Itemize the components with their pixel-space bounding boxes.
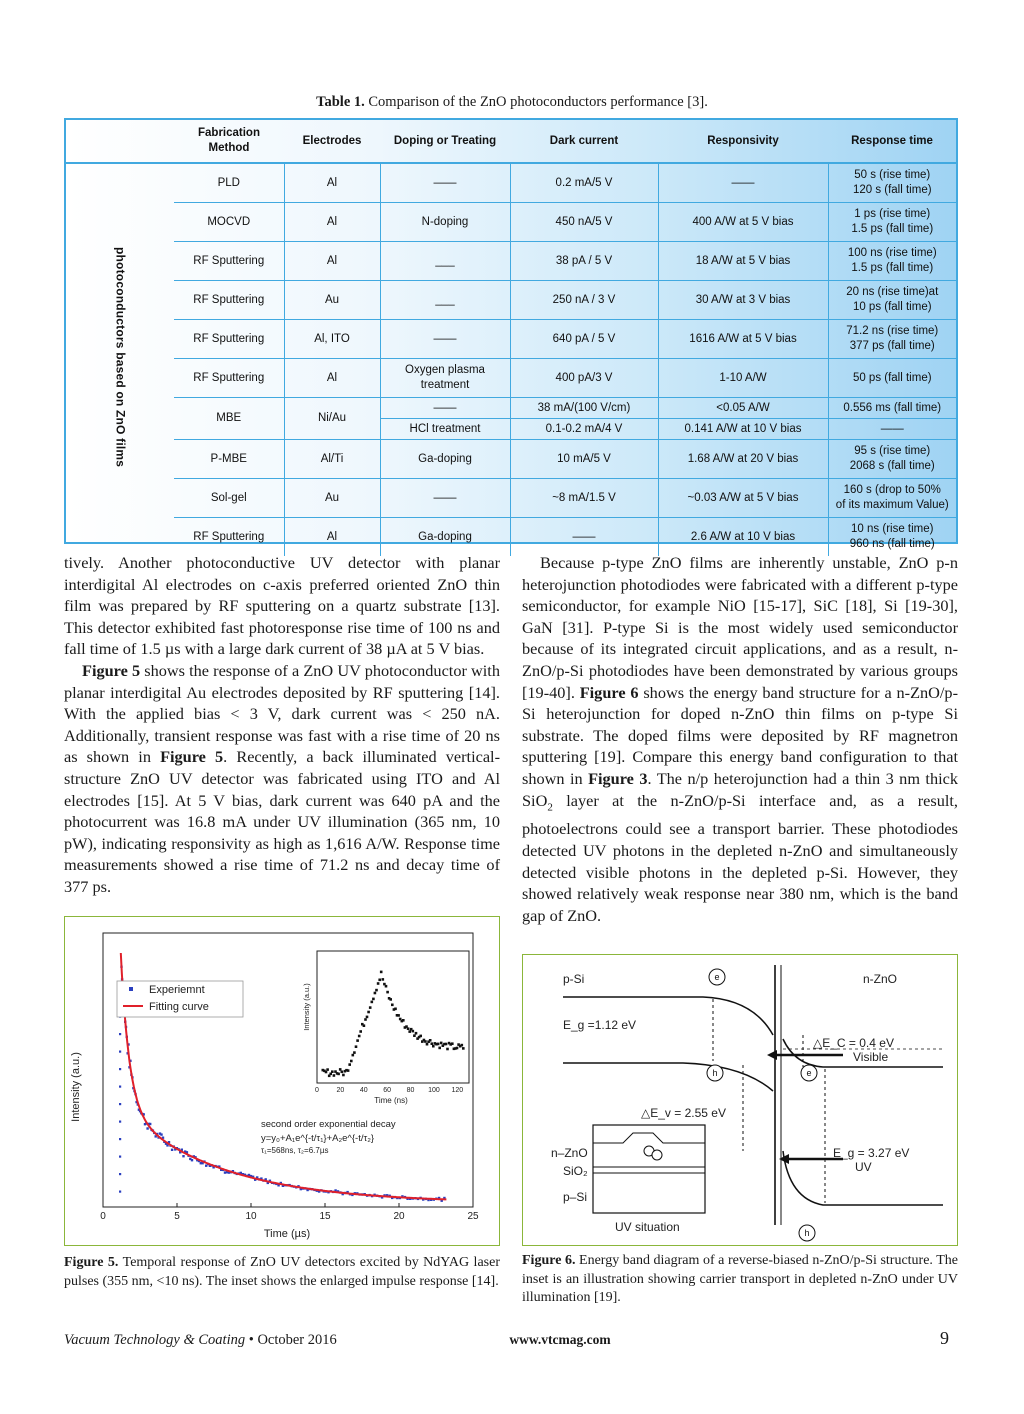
table-row (66, 242, 956, 281)
experiment-point (119, 1156, 121, 1158)
decay-equation: y=y₀+A₁e^{-t/τ₁}+A₂e^{-t/τ₂} (261, 1133, 375, 1144)
inset-label-p-si: p–Si (563, 1190, 588, 1204)
inset-point (431, 1042, 434, 1045)
table-cell: P-MBE (174, 440, 284, 479)
header-electrodes: Electrodes (284, 120, 380, 163)
inset-point (326, 1068, 329, 1071)
table-cell: RF Sputtering (174, 359, 284, 398)
inset-point (446, 1048, 449, 1051)
table-cell: 2.6 A/W at 10 V bias (658, 518, 828, 557)
table-cell: Oxygen plasma treatment (380, 359, 510, 398)
table-cell: 71.2 ns (rise time) 377 ps (fall time) (828, 320, 956, 359)
right-paragraph-1 (522, 552, 958, 926)
left-paragraph-2 (64, 660, 500, 898)
inset-point (374, 992, 377, 995)
experiment-point (171, 1149, 173, 1151)
hole-label-1: h (712, 1068, 718, 1078)
table-cell: Al (284, 518, 380, 557)
table-cell: Au (284, 281, 380, 320)
inset-point (364, 1018, 367, 1021)
inset-tick-label: 60 (383, 1087, 392, 1094)
table-cell: 50 ps (fall time) (828, 359, 956, 398)
label-uv: UV (855, 1160, 872, 1174)
inset-point (339, 1068, 342, 1071)
table-row (66, 518, 956, 557)
inset-point (402, 1019, 405, 1022)
table-cell: 0.1-0.2 mA/4 V (510, 419, 658, 440)
label-delta-ev: △E_v = 2.55 eV (641, 1106, 726, 1120)
inset-point (426, 1043, 429, 1046)
inset-point (347, 1069, 350, 1072)
left-paragraph-2-a: shows the response of a ZnO UV photoconductor with planar interdigital Au electrodes deposited by RF sputtering [14]. With the applied bias < 3 V, dark current was < 250 nA. Additionally, transient response was fast with a rise time of 20 ns as shown in (64, 660, 500, 767)
footer-sep: • (245, 1332, 258, 1348)
inset-point (391, 1004, 394, 1007)
inset-point (353, 1051, 356, 1054)
inset-tick-label: 0 (315, 1087, 319, 1094)
header-dark-current: Dark current (510, 120, 658, 163)
table-cell: Al (284, 203, 380, 242)
inset-point (394, 1008, 397, 1011)
table-row (66, 359, 956, 398)
experiment-point (146, 1127, 148, 1129)
legend-fit-label: Fitting curve (149, 1001, 209, 1013)
label-visible: Visible (853, 1050, 889, 1064)
inset-point (363, 1024, 366, 1027)
figure5-plot (65, 917, 498, 1244)
inset-tick-label: 40 (359, 1087, 368, 1094)
table-cell: Au (284, 479, 380, 518)
inset-point (412, 1030, 415, 1033)
electron-label-1: e (714, 972, 720, 982)
experiment-point (119, 1033, 121, 1035)
x-tick-label: 15 (319, 1211, 331, 1222)
table-cell: Al (284, 242, 380, 281)
table-cell: ~0.03 A/W at 5 V bias (658, 479, 828, 518)
table-cell: Ni/Au (284, 398, 380, 440)
footer-journal (64, 1332, 337, 1349)
table-caption (0, 94, 1024, 111)
table-cell: HCl treatment (380, 419, 510, 440)
inset-point (341, 1071, 344, 1074)
table-cell: Ga-doping (380, 440, 510, 479)
inset-point (456, 1047, 459, 1050)
inset-point (331, 1070, 334, 1073)
table-cell: 95 s (rise time) 2068 s (fall time) (828, 440, 956, 479)
left-column (64, 552, 500, 898)
table-cell: Al/Ti (284, 440, 380, 479)
inset-point (397, 1014, 400, 1017)
footer-website[interactable]: www.vtcmag.com (509, 1332, 611, 1347)
inset-point (380, 971, 383, 974)
inset-point (445, 1043, 448, 1046)
table-grid (66, 120, 956, 556)
inset-point (413, 1034, 416, 1037)
table-cell: Ga-doping (380, 518, 510, 557)
table-cell: 0.556 ms (fall time) (828, 398, 956, 419)
experiment-point (119, 1103, 121, 1105)
inset-point (333, 1074, 336, 1077)
table-cell: 1616 A/W at 5 V bias (658, 320, 828, 359)
inset-label-uv-situation: UV situation (615, 1220, 680, 1234)
figure6-caption-label: Figure 6. (522, 1253, 576, 1268)
experiment-point (119, 1086, 121, 1088)
figure5-caption (64, 1254, 500, 1291)
table-row (66, 479, 956, 518)
table-cell: 1.68 A/W at 20 V bias (658, 440, 828, 479)
left-paragraph-2-b: . Recently, a back illuminated vertical-structure ZnO UV detector was fabricated using ITO and Al electrodes [15]. At 5 V bias, dark current was 640 pA and the photocurrent was 16.8 mA under UV illumination (365 nm, 10 pW), indicating responsivity as high as 1,616 A/W. Response time measurements showed a rise time of 71.2 ns and decay time of 377 ps. (64, 747, 500, 896)
table-cell: 400 pA/3 V (510, 359, 658, 398)
figure5-ref: Figure 5 (82, 660, 141, 680)
table-cell: 38 mA/(100 V/cm) (510, 398, 658, 419)
table-cell: 10 ns (rise time) 960 ns (fall time) (828, 518, 956, 557)
inset-point (438, 1047, 441, 1050)
table-cell: 18 A/W at 5 V bias (658, 242, 828, 281)
comparison-table (64, 118, 958, 550)
experiment-point (160, 1133, 162, 1135)
inset-point (432, 1045, 435, 1048)
inset-tick-label: 20 (336, 1087, 345, 1094)
right-column (522, 552, 958, 926)
table-cell: <0.05 A/W (658, 398, 828, 419)
figure5-ylabel: Intensity (a.u.) (70, 1052, 82, 1122)
table-cell: —— (658, 163, 828, 203)
inset-point (352, 1054, 355, 1057)
experiment-point (119, 1138, 121, 1140)
table-cell: —— (828, 419, 956, 440)
table-cell: 160 s (drop to 50% of its maximum Value) (828, 479, 956, 518)
table-cell: MBE (174, 398, 284, 440)
visible-arrowhead (767, 1050, 777, 1060)
inset-point (462, 1047, 465, 1050)
inset-tick-label: 120 (451, 1087, 464, 1094)
inset-point (342, 1074, 345, 1077)
x-tick-label: 20 (393, 1211, 405, 1222)
table-caption-label: Table 1. (316, 94, 365, 110)
right-text-b: shows the energy band structure for a n-ZnO/p-Si heterojunction for doped n-ZnO thin films on p-type Si substrate. The doped films were deposited by RF magnetron sputtering [19]. Compare this energy band configuration to that shown in (522, 682, 958, 788)
inset-point (325, 1071, 328, 1074)
inset-point (350, 1060, 353, 1063)
table-row (66, 440, 956, 479)
inset-point (358, 1035, 361, 1038)
table-cell: PLD (174, 163, 284, 203)
inset-point (389, 998, 392, 1001)
inset-label-sio2: SiO₂ (563, 1164, 588, 1178)
table-cell: RF Sputtering (174, 320, 284, 359)
table-cell: Al (284, 163, 380, 203)
x-tick-label: 25 (467, 1211, 479, 1222)
table-cell: 1-10 A/W (658, 359, 828, 398)
inset-point (385, 985, 388, 988)
table-cell: ___ (380, 242, 510, 281)
inset-label-n-zno: n–ZnO (551, 1146, 588, 1160)
inset-point (355, 1045, 358, 1048)
inset-point (429, 1039, 432, 1042)
table-cell: 0.141 A/W at 10 V bias (658, 419, 828, 440)
table-row-mbe (66, 398, 956, 419)
inset-point (348, 1063, 351, 1066)
table-cell: 38 pA / 5 V (510, 242, 658, 281)
table-cell: 20 ns (rise time)at 10 ps (fall time) (828, 281, 956, 320)
experiment-point (191, 1159, 193, 1161)
label-n-zno: n-ZnO (863, 972, 898, 986)
table-cell: 250 nA / 3 V (510, 281, 658, 320)
legend-experiment-label: Experiemnt (149, 984, 205, 996)
x-tick-label: 10 (245, 1211, 257, 1222)
table-cell: 10 mA/5 V (510, 440, 658, 479)
figure5-x-ticks (100, 1203, 479, 1222)
experiment-point (119, 1191, 121, 1193)
header-method: Fabrication Method (174, 120, 284, 163)
label-p-si: p-Si (563, 972, 585, 986)
header-responsivity: Responsivity (658, 120, 828, 163)
experiment-point (119, 1173, 121, 1175)
journal-name: Vacuum Technology & Coating (64, 1332, 246, 1348)
figure6-caption-text: Energy band diagram of a reverse-biased n-ZnO/p-Si structure. The inset is an illustration showing carrier transport in depleted n-ZnO under UV illumination [19]. (522, 1253, 958, 1305)
table-cell: MOCVD (174, 203, 284, 242)
inset-point (451, 1042, 454, 1045)
table-cell: RF Sputtering (174, 242, 284, 281)
table-cell: RF Sputtering (174, 281, 284, 320)
table-cell: 50 s (rise time) 120 s (fall time) (828, 163, 956, 203)
inset-tick-label: 80 (406, 1087, 415, 1094)
table-cell: RF Sputtering (193, 530, 265, 543)
inset-point (377, 982, 380, 985)
figure6-ref: Figure 6 (579, 682, 639, 702)
table-cell: 30 A/W at 3 V bias (658, 281, 828, 320)
row-group-label: photoconductors based on ZnO films (113, 247, 128, 468)
page-number: 9 (940, 1328, 949, 1348)
figure6-diagram (523, 955, 956, 1244)
hole-label-2: h (804, 1228, 810, 1238)
inset-point (356, 1039, 359, 1042)
table-cell: 0.2 mA/5 V (510, 163, 658, 203)
inset-point (378, 979, 381, 982)
inset-point (437, 1043, 440, 1046)
inset-point (369, 1006, 372, 1009)
inset-point (366, 1016, 369, 1019)
figure6-caption (522, 1252, 958, 1308)
experiment-point (182, 1155, 184, 1157)
inset-point (419, 1035, 422, 1038)
inset-xlabel: Time (ns) (374, 1096, 408, 1105)
inset-point (407, 1027, 410, 1030)
table-cell: 100 ns (rise time) 1.5 ps (fall time) (828, 242, 956, 281)
table-row (66, 281, 956, 320)
table-cell: Al (284, 359, 380, 398)
label-delta-ec: △E_C = 0.4 eV (813, 1036, 894, 1050)
table-row (66, 320, 956, 359)
right-text-d: layer at the n-ZnO/p-Si interface and, as a result, photoelectrons could see a transport barrier. These photodiodes detected UV photons in the depleted n-ZnO and simultaneously detected visible photons in the depleted p-Si. However, they showed relatively weak response near 380 nm, which is the band gap of ZnO. (522, 790, 958, 925)
figure5-xlabel: Time (µs) (263, 1228, 311, 1240)
issue-date: October 2016 (257, 1332, 337, 1348)
header-doping: Doping or Treating (380, 120, 510, 163)
inset-x-ticks (315, 1087, 463, 1094)
table-cell: —— (380, 320, 510, 359)
inset-point (461, 1044, 464, 1047)
inset-point (371, 1001, 374, 1004)
inset-point (382, 978, 385, 981)
inset-point (375, 989, 378, 992)
sio2-subscript: 2 (547, 800, 553, 813)
experiment-point (119, 1068, 121, 1070)
inset-band (593, 1133, 705, 1143)
electron-label-2: e (806, 1068, 812, 1078)
left-paragraph-1: tively. Another photoconductive UV detector with planar interdigital Al electrodes on c-axis preferred oriented ZnO thin film was prepared by RF sputtering on a quartz substrate [13]. This detector exhibited fast photoresponse rise time of 100 ns and fall time of 1.5 µs with a large dark current of 38 µA at 5 V bias. (64, 553, 500, 659)
row-group-cell (66, 163, 174, 556)
legend-experiment-marker (129, 987, 133, 991)
inset-hole (652, 1150, 662, 1160)
inset-point (359, 1030, 362, 1033)
figure5-caption-text: Temporal response of ZnO UV detectors excited by NdYAG laser pulses (355 nm, <10 ns). The inset shows the enlarged impulse response [14]. (64, 1255, 500, 1289)
label-eg-si: E_g =1.12 eV (563, 1018, 637, 1032)
table-cell: 1 ps (rise time) 1.5 ps (fall time) (828, 203, 956, 242)
inset-point (337, 1073, 340, 1076)
inset-point (386, 991, 389, 994)
table-cell: 400 A/W at 5 V bias (658, 203, 828, 242)
right-text-c: . The n/p heterojunction had a thin 3 nm thick SiO (522, 768, 958, 810)
inset-point (440, 1042, 443, 1045)
table-cell: —— (380, 163, 510, 203)
table-cell: —— (380, 479, 510, 518)
x-tick-label: 0 (100, 1211, 106, 1222)
x-tick-label: 5 (174, 1211, 180, 1222)
table-cell: Sol-gel (174, 479, 284, 518)
figure5-caption-label: Figure 5. (64, 1255, 119, 1270)
table-row (66, 203, 956, 242)
table-cell: 450 nA/5 V (510, 203, 658, 242)
figure5-ref-2: Figure 5 (160, 747, 224, 767)
inset-point (415, 1032, 418, 1035)
table-corner (66, 120, 174, 163)
table-cell: N-doping (380, 203, 510, 242)
table-row (66, 163, 956, 203)
figure6-panel (522, 954, 958, 1246)
figure5-panel (64, 916, 500, 1246)
inset-point (408, 1030, 411, 1033)
table-header-row (66, 120, 956, 163)
inset-device-frame (593, 1125, 705, 1213)
header-response-time: Response time (828, 120, 956, 163)
label-eg-zno: E_g = 3.27 eV (833, 1146, 910, 1160)
table-caption-text: Comparison of the ZnO photoconductors performance [3]. (364, 94, 708, 110)
table-cell: —— (380, 398, 510, 419)
decay-title: second order exponential decay (261, 1119, 396, 1130)
table-cell: 640 pA / 5 V (510, 320, 658, 359)
table-cell: ___ (380, 281, 510, 320)
table-cell: ~8 mA/1.5 V (510, 479, 658, 518)
right-text-a: Because p-type ZnO films are inherently unstable, ZnO p-n heterojunction photodiodes were fabricated with a different p-type semiconductor, for example NiO [15-17], SiC [18], Si [19-30], GaN [31]. P-type Si is the most widely used semiconductor because of its integrated circuit applications, and as a result, n-ZnO/p-Si photodiodes have been demonstrated by various groups [19-40]. (522, 553, 958, 702)
inset-tick-label: 100 (428, 1087, 440, 1094)
table-body (66, 163, 956, 556)
figure3-ref: Figure 3 (588, 768, 648, 788)
inset-point (367, 1011, 370, 1014)
decay-taus: τ₁=568ns, τ₂=6.7µs (261, 1146, 329, 1155)
experiment-point (119, 1051, 121, 1053)
experiment-point (119, 1121, 121, 1123)
inset-point (424, 1040, 427, 1043)
figure5-inset (317, 951, 469, 1083)
experiment-point (149, 1123, 151, 1125)
table-cell: —— (510, 518, 658, 557)
inset-ylabel: Intensity (a.u.) (302, 983, 311, 1031)
inset-point (372, 998, 375, 1001)
table-cell: Al, ITO (284, 320, 380, 359)
psi-valence-band (563, 1063, 773, 1091)
